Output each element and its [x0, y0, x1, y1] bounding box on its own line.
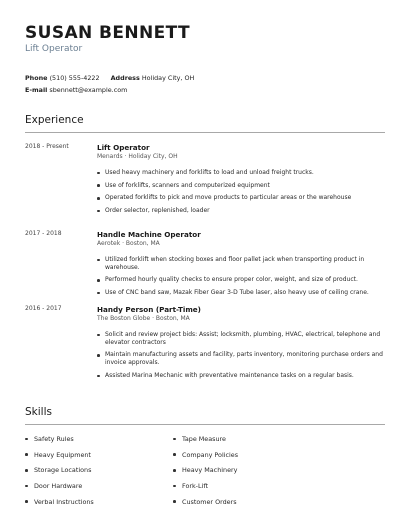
skill-item: Fork-Lift — [173, 482, 323, 498]
job-bullet: Utilized forklift when stocking boxes and floor pallet jack when transporting product in warehouse. — [97, 256, 385, 272]
job-title: Handle Machine Operator — [97, 230, 201, 239]
job-bullet: Use of forklifts, scanners and computerized equipment — [97, 182, 385, 190]
skill-item: Door Hardware — [25, 482, 175, 498]
skill-item: Heavy Machinery — [173, 466, 323, 482]
email-label: E-mail — [25, 86, 48, 94]
skills-column-right — [173, 435, 323, 513]
job-bullet: Assisted Marina Mechanic with preventative maintenance tasks on a regular basis. — [97, 372, 385, 380]
job-bullet: Performed hourly quality checks to ensure proper color, weight, and size of product. — [97, 276, 385, 284]
skill-item: Company Policies — [173, 451, 323, 467]
job-bullet: Used heavy machinery and forklifts to load and unload freight trucks. — [97, 169, 385, 177]
job-bullet: Order selector, replenished, loader — [97, 207, 385, 215]
job-bullet: Use of CNC band saw, Mazak Fiber Gear 3-D Tube laser, also heavy use of ceiling crane. — [97, 289, 385, 297]
candidate-name: SUSAN BENNETT — [25, 23, 191, 43]
job-bullets — [97, 331, 385, 380]
job-bullets — [97, 169, 385, 215]
phone-value: (510) 555-4222 — [49, 74, 100, 82]
job-company: The Boston Globe · Boston, MA — [97, 315, 190, 322]
contact-row-email — [25, 86, 127, 94]
contact-row-phone-address — [25, 74, 194, 82]
email-value: sbennett@example.com — [49, 86, 128, 94]
job-company: Aerotek · Boston, MA — [97, 240, 160, 247]
address-value: Holiday City, OH — [141, 74, 195, 82]
job-details — [97, 305, 385, 385]
job-dates: 2017 - 2018 — [25, 230, 62, 237]
job-details — [97, 143, 385, 220]
experience-heading: Experience — [25, 114, 84, 126]
job-company: Menards · Holiday City, OH — [97, 153, 178, 160]
skills-column-left — [25, 435, 175, 513]
job-dates: 2018 - Present — [25, 143, 69, 150]
skill-item: Verbal Instructions — [25, 498, 175, 514]
job-bullets — [97, 256, 385, 297]
job-bullet: Maintain manufacturing assets and facility, parts inventory, monitoring purchase orders and invoice approvals. — [97, 351, 385, 367]
job-bullet: Solicit and review project bids: Assist; locksmith, plumbing, HVAC, electrical, telephone and elevator contractors — [97, 331, 385, 347]
skill-item: Storage Locations — [25, 466, 175, 482]
skills-heading: Skills — [25, 406, 52, 418]
address-label: Address — [110, 74, 140, 82]
skill-item: Safety Rules — [25, 435, 175, 451]
job-title-subtitle: Lift Operator — [25, 44, 83, 54]
phone-label: Phone — [25, 74, 48, 82]
job-bullet: Operated forklifts to pick and move products to particular areas or the warehouse — [97, 194, 385, 202]
experience-divider — [25, 132, 385, 133]
skill-item: Heavy Equipment — [25, 451, 175, 467]
skill-item: Tape Measure — [173, 435, 323, 451]
skill-item: Customer Orders — [173, 498, 323, 514]
job-details — [97, 230, 385, 302]
job-title: Handy Person (Part-Time) — [97, 305, 201, 314]
job-title: Lift Operator — [97, 143, 150, 152]
job-dates: 2016 - 2017 — [25, 305, 62, 312]
skills-divider — [25, 424, 385, 425]
